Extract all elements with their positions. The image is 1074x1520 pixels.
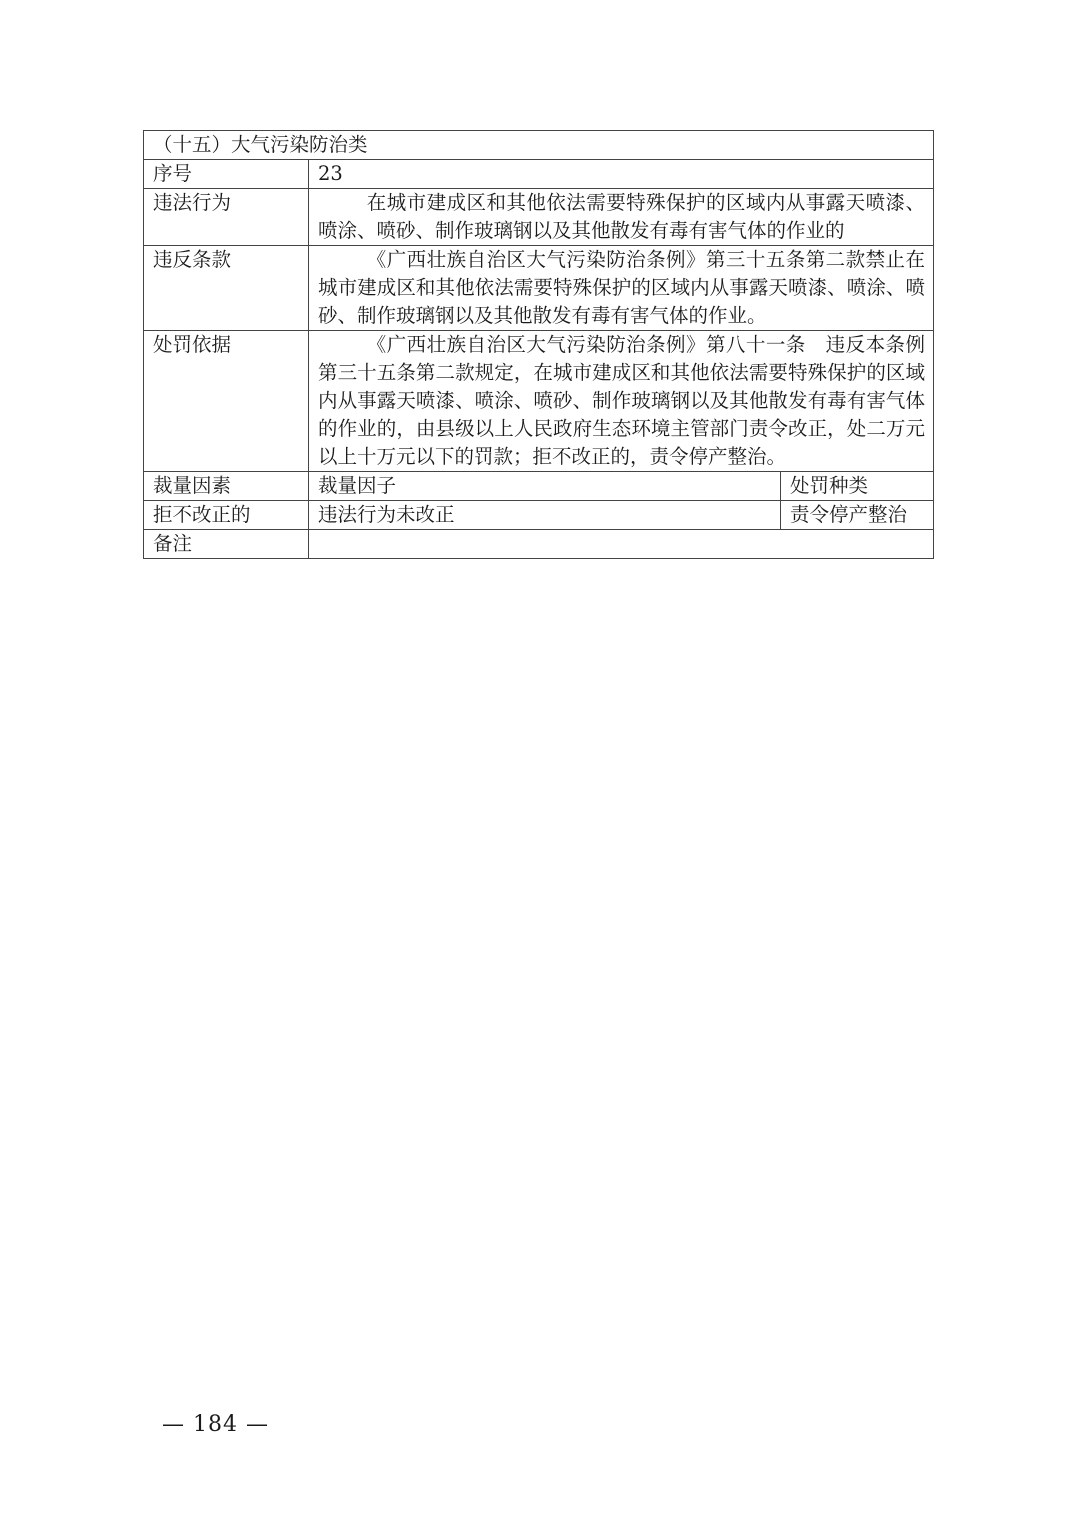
table-row-serial [144,160,934,189]
table-row-refuse-correct [144,501,934,530]
remarks-value [309,530,934,559]
penalty-basis-value: 《广西壮族自治区大气污染防治条例》第八十一条 违反本条例第三十五条第二款规定，在城市建成区和其他依法需要特殊保护的区域内从事露天喷漆、喷涂、喷砂、制作玻璃钢以及其他散发有毒有害气体的作业的，由县级以上人民政府生态环境主管部门责令改正，处二万元以上十万元以下的罚款；拒不改正的，责令停产整治。 [309,331,934,472]
table-row-violated-clause [144,246,934,331]
violated-clause-label: 违反条款 [144,246,309,331]
discretion-factor-header: 裁量因子 [309,472,781,501]
violated-clause-value: 《广西壮族自治区大气污染防治条例》第三十五条第二款禁止在城市建成区和其他依法需要特殊保护的区域内从事露天喷漆、喷涂、喷砂、制作玻璃钢以及其他散发有毒有害气体的作业。 [309,246,934,331]
violation-value: 在城市建成区和其他依法需要特殊保护的区域内从事露天喷漆、喷涂、喷砂、制作玻璃钢以及其他散发有毒有害气体的作业的 [309,189,934,246]
violation-label: 违法行为 [144,189,309,246]
refuse-correct-factor: 违法行为未改正 [309,501,781,530]
table-row-penalty-basis [144,331,934,472]
penalty-type-header: 处罚种类 [781,472,934,501]
table-row-remarks [144,530,934,559]
table-row-violation [144,189,934,246]
remarks-label: 备注 [144,530,309,559]
table-row-discretion-header [144,472,934,501]
page-number: — 184 — [162,1412,269,1437]
discretion-factor-header-label: 裁量因素 [144,472,309,501]
penalty-basis-label: 处罚依据 [144,331,309,472]
serial-label: 序号 [144,160,309,189]
refuse-correct-penalty-type: 责令停产整治 [781,501,934,530]
section-title: （十五）大气污染防治类 [144,131,934,160]
serial-value: 23 [309,160,934,189]
refuse-correct-label: 拒不改正的 [144,501,309,530]
penalty-discretion-table [143,130,934,559]
section-title-row [144,131,934,160]
